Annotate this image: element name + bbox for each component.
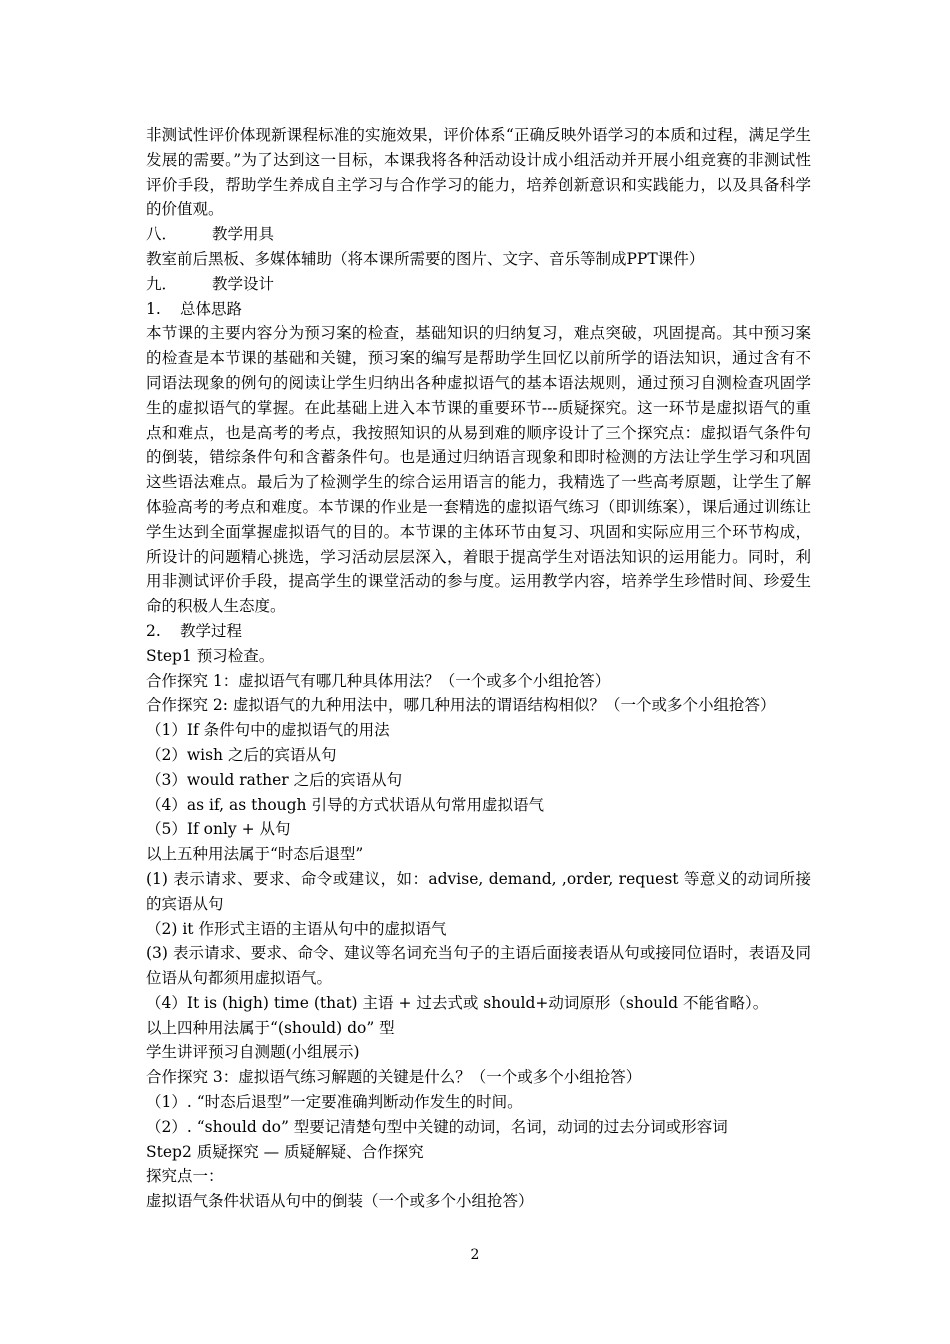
step2-heading: Step2 质疑探究 — 质疑解疑、合作探究 [146,1142,424,1161]
usage-item: （2) it 作形式主语的主语从句中的虚拟语气 [146,919,447,938]
subsection-1-heading [146,297,811,322]
cooperative-inquiry-1: 合作探究 1：虚拟语气有哪几种具体用法？（一个或多个小组抢答） [146,671,611,690]
usage-item: (1) 表示请求、要求、命令或建议，如：advise, demand, ,order, request 等意义的动词所接的宾语从句 [146,869,811,913]
usage-item: （3）would rather 之后的宾语从句 [146,770,403,789]
section-title: 教学设计 [212,274,275,293]
section-title: 教学用具 [212,225,275,244]
explore-point-label: 探究点一： [146,1167,224,1186]
usage-item: （1）If 条件句中的虚拟语气的用法 [146,721,390,740]
section-8-heading [146,222,811,247]
tools-text: 教室前后黑板、多媒体辅助（将本课所需要的图片、文字、音乐等制成PPT课件） [146,249,705,268]
usage-item: （4）as if, as though 引导的方式状语从句常用虚拟语气 [146,795,544,814]
usage-item: （4）It is (high) time (that) 主语 + 过去式或 should+动词原形（should 不能省略）。 [146,993,769,1012]
subsection-number: 1. [146,299,161,318]
usage-item: （2）wish 之后的宾语从句 [146,745,337,764]
cooperative-inquiry-3: 合作探究 3：虚拟语气练习解题的关键是什么？（一个或多个小组抢答） [146,1068,642,1087]
page-content [146,123,811,1214]
subsection-title: 教学过程 [180,621,243,640]
section-9-heading [146,272,811,297]
key-point-item: （2）. “should do” 型要记清楚句型中关键的动词，名词，动词的过去分词或形容词 [146,1117,728,1136]
summary-tense-backshift: 以上五种用法属于“时态后退型” [146,845,364,864]
student-review: 学生讲评预习自测题(小组展示) [146,1043,360,1062]
usage-item: (3) 表示请求、要求、命令、建议等名词充当句子的主语后面接表语从句或接同位语时，表语及同位语从句都须用虚拟语气。 [146,944,811,988]
subsection-title: 总体思路 [180,299,243,318]
intro-paragraph: 非测试性评价体现新课程标准的实施效果，评价体系“正确反映外语学习的本质和过程，满足学生发展的需要。”为了达到这一目标，本课我将各种活动设计成小组活动并开展小组竞赛的非测试性评价手段，帮助学生养成自主学习与合作学习的能力，培养创新意识和实践能力，以及具备科学的价值观。 [146,126,811,219]
subsection-2-heading [146,619,811,644]
page-number: 2 [470,1247,480,1263]
subsection-number: 2. [146,621,161,640]
overview-paragraph: 本节课的主要内容分为预习案的检查，基础知识的归纳复习，难点突破，巩固提高。其中预习案的检查是本节课的基础和关键，预习案的编写是帮助学生回忆以前所学的语法知识，通过含有不同语法现象的例句的阅读让学生归纳出各种虚拟语气的基本语法规则，通过预习自测检查巩固学生的虚拟语气的掌握。在此基础上进入本节课的重要环节---质疑探究。这一环节是虚拟语气的重点和难点，也是高考的考点，我按照知识的从易到难的顺序设计了三个探究点：虚拟语气条件句的倒装，错综条件句和含蓄条件句。也是通过归纳语言现象和即时检测的方法让学生学习和巩固这些语法难点。最后为了检测学生的综合运用语言的能力，我精选了一些高考原题，让学生了解体验高考的考点和难度。本节课的作业是一套精选的虚拟语气练习（即训练案），课后通过训练让学生达到全面掌握虚拟语气的目的。本节课的主体环节由复习、巩固和实际应用三个环节构成，所设计的问题精心挑选，学习活动层层深入，着眼于提高学生对语法知识的运用能力。同时，利用非测试评价手段，提高学生的课堂活动的参与度。运用教学内容，培养学生珍惜时间、珍爱生命的积极人生态度。 [146,324,811,616]
explore-topic: 虚拟语气条件状语从句中的倒装（一个或多个小组抢答） [146,1192,534,1211]
section-number: 八． [146,225,178,244]
usage-item: （5）If only + 从句 [146,820,291,839]
step1-heading: Step1 预习检查。 [146,646,275,665]
summary-should-do: 以上四种用法属于“(should) do” 型 [146,1018,395,1037]
key-point-item: （1）. “时态后退型”一定要准确判断动作发生的时间。 [146,1093,523,1112]
section-number: 九． [146,274,178,293]
cooperative-inquiry-2: 合作探究 2: 虚拟语气的九种用法中，哪几种用法的谓语结构相似？（一个或多个小组抢答） [146,696,776,715]
